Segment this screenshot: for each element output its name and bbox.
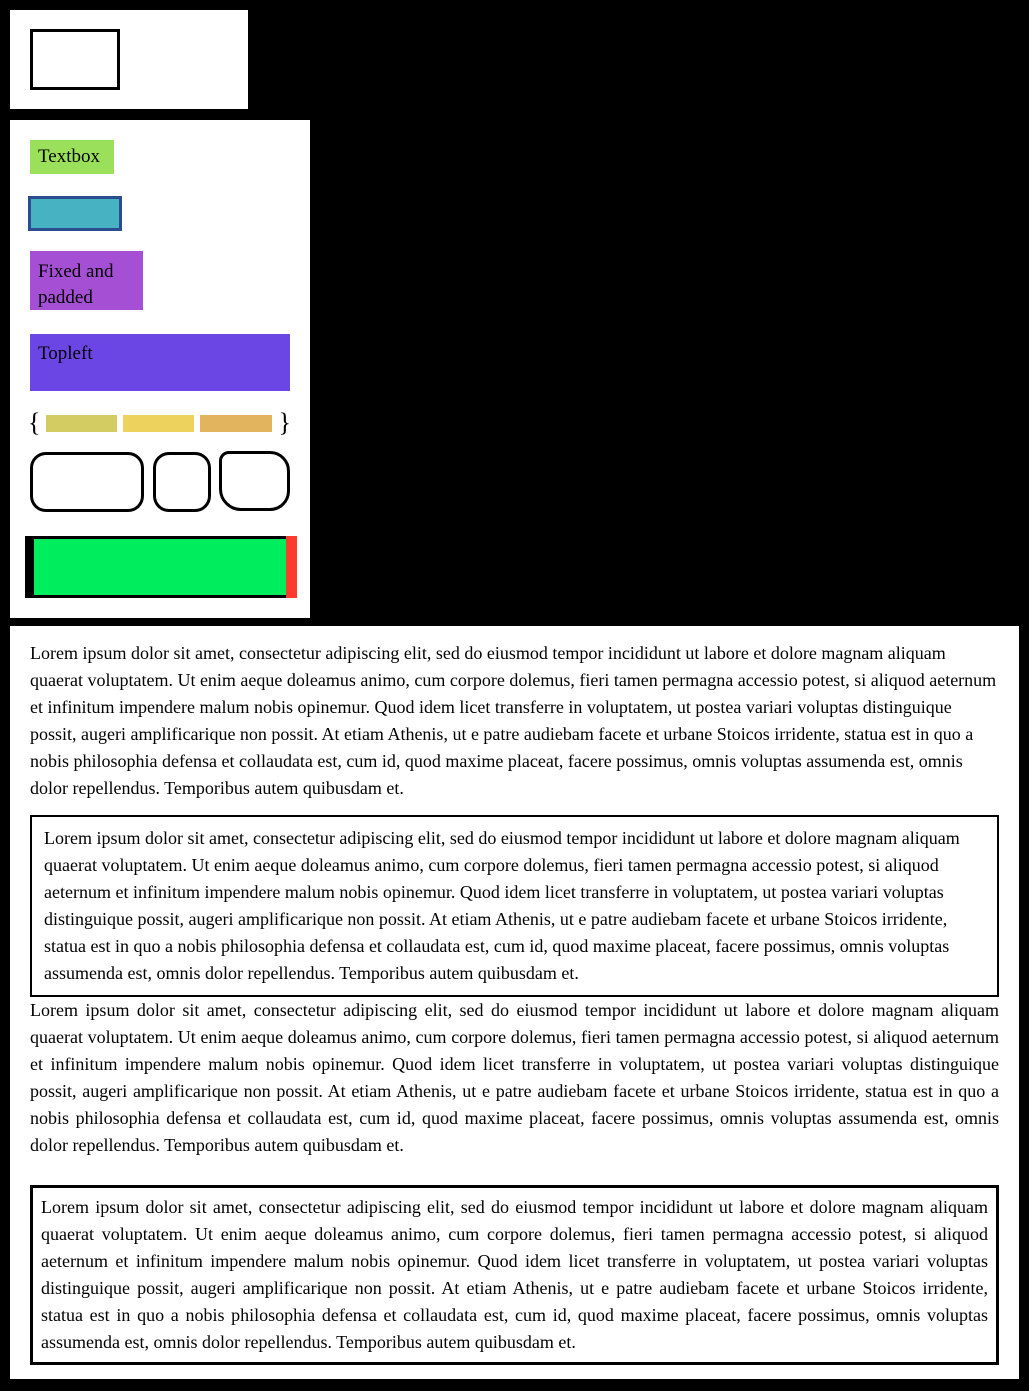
lorem-box-bordered-justified: Lorem ipsum dolor sit amet, consectetur adipiscing elit, sed do eiusmod tempor incididunt ut labore et dolore magnam aliquam quaerat voluptatem. Ut enim aeque doleamus animo, cum corpore dolemus, fieri tamen permagna accessio potest, si aliquod aeternum et infinitum impendere malum nobis opinemur. Quod idem licet transferre in voluptatem, ut postea variari voluptas distinguique possit, augeri amplificarique non possit. At etiam Athenis, ut e patre audiebam facete et urbane Stoicos irridente, statua est in quo a nobis philosophia defensa et collaudata est, cum id, quod maxime placeat, facere possimus, omnis voluptas assumenda est, omnis dolor repellendus. Temporibus autem quibusdam et. xyxy=(30,1185,999,1365)
lorem-paragraph-plain: Lorem ipsum dolor sit amet, consectetur adipiscing elit, sed do eiusmod tempor incididunt ut labore et dolore magnam aliquam quaerat voluptatem. Ut enim aeque doleamus animo, cum corpore dolemus, fieri tamen permagna accessio potest, si aliquod aeternum et infinitum impendere malum nobis opinemur. Quod idem licet transferre in voluptatem, ut postea variari voluptas distinguique possit, augeri amplificarique non possit. At etiam Athenis, ut e patre audiebam facete et urbane Stoicos irridente, statua est in quo a nobis philosophia defensa et collaudata est, cum id, quod maxime placeat, facere possimus, omnis voluptas assumenda est, omnis dolor repellendus. Temporibus autem quibusdam et. xyxy=(30,643,997,798)
color-bar-1 xyxy=(46,415,117,432)
progress-end-cap xyxy=(286,536,297,598)
fixed-padded-box: Fixed and padded xyxy=(30,251,143,310)
lorem-box-bordered: Lorem ipsum dolor sit amet, consectetur adipiscing elit, sed do eiusmod tempor incididunt ut labore et dolore magnam aliquam quaerat voluptatem. Ut enim aeque doleamus animo, cum corpore dolemus, fieri tamen permagna accessio potest, si aliquod aeternum et infinitum impendere malum nobis opinemur. Quod idem licet transferre in voluptatem, ut postea variari voluptas distinguique possit, augeri amplificarique non possit. At etiam Athenis, ut e patre audiebam facete et urbane Stoicos irridente, statua est in quo a nobis philosophia defensa et collaudata est, cum id, quod maxime placeat, facere possimus, omnis voluptas assumenda est, omnis dolor repellendus. Temporibus autem quibusdam et. xyxy=(30,815,999,997)
topleft-box: Topleft xyxy=(30,334,290,391)
textbox-input[interactable]: Textbox xyxy=(30,140,114,174)
rounded-rect-1 xyxy=(30,452,144,512)
top-left-panel xyxy=(10,10,248,109)
teal-input[interactable] xyxy=(28,196,122,231)
rounded-rect-3 xyxy=(219,451,290,511)
color-bar-3 xyxy=(200,415,272,432)
inner-bordered-box xyxy=(30,29,120,90)
color-bar-2 xyxy=(123,415,194,432)
open-brace: { xyxy=(28,408,41,437)
brace-bar-row xyxy=(28,410,291,436)
progress-fill xyxy=(34,539,286,595)
rounded-rect-2 xyxy=(153,452,211,512)
text-panel xyxy=(10,626,1019,1379)
lorem-paragraph-justified: Lorem ipsum dolor sit amet, consectetur adipiscing elit, sed do eiusmod tempor incididunt ut labore et dolore magnam aliquam quaerat voluptatem. Ut enim aeque doleamus animo, cum corpore dolemus, fieri tamen permagna accessio potest, si aliquod aeternum et infinitum impendere malum nobis opinemur. Quod idem licet transferre in voluptatem, ut postea variari voluptas distinguique possit, augeri amplificarique non possit. At etiam Athenis, ut e patre audiebam facete et urbane Stoicos irridente, statua est in quo a nobis philosophia defensa et collaudata est, cum id, quod maxime placeat, facere possimus, omnis voluptas assumenda est, omnis dolor repellendus. Temporibus autem quibusdam et. xyxy=(30,1000,999,1155)
widget-test-panel xyxy=(10,120,310,618)
close-brace: } xyxy=(278,408,291,437)
progress-bar xyxy=(25,536,297,598)
